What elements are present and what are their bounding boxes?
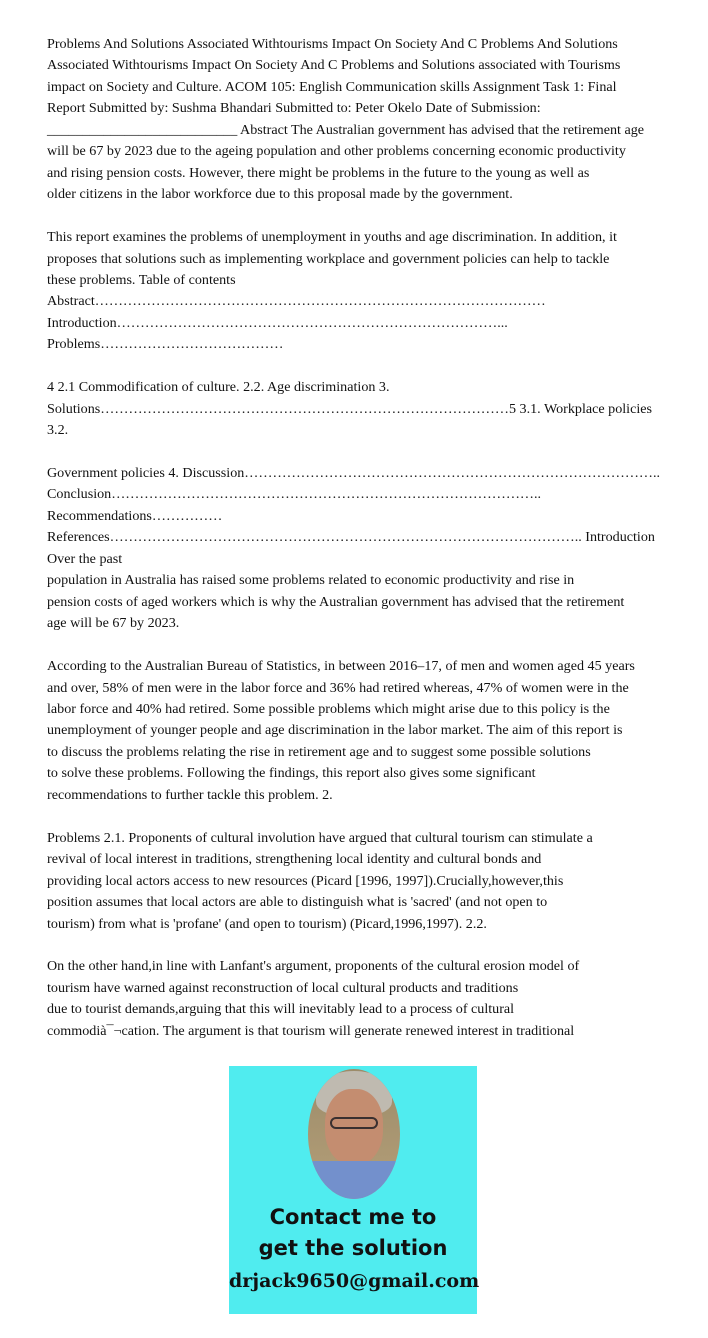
contact-email-link[interactable]: drjack9650@gmail.com bbox=[229, 1270, 480, 1293]
text-line: tourism have warned against reconstruction of local cultural products and traditions bbox=[47, 979, 519, 996]
text-line: Associated Withtourisms Impact On Society And C Problems and Solutions associated with Tourisms bbox=[47, 57, 621, 74]
paragraph-gap bbox=[47, 806, 661, 827]
text-line: older citizens in the labor workforce due to this proposal made by the government. bbox=[47, 186, 513, 203]
text-line: Report Submitted by: Sushma Bhandari Submitted to: Peter Okelo Date of Submission: bbox=[47, 100, 541, 117]
text-line: labor force and 40% had retired. Some possible problems which might arise due to this policy is the bbox=[47, 700, 610, 717]
paragraph-gap bbox=[47, 635, 661, 656]
text-line: commodià¯¬cation. The argument is that tourism will generate renewed interest in traditional bbox=[47, 1022, 575, 1039]
text-line: unemployment of younger people and age discrimination in the labor market. The aim of this report is bbox=[47, 722, 623, 739]
text-line: ___________________________ Abstract The Australian government has advised that the retirement age bbox=[47, 121, 645, 138]
text-line: due to tourist demands,arguing that this will inevitably lead to a process of cultural bbox=[47, 1001, 515, 1018]
paragraph-gap bbox=[47, 935, 661, 956]
advert-headline-line1: Contact me to bbox=[269, 1205, 437, 1230]
text-line: Introduction………………………………………………………………………... Problems………………………………… bbox=[47, 314, 508, 353]
text-line: these problems. Table of contents Abstract…………………………………………………………………………………… bbox=[47, 271, 546, 310]
avatar-photo bbox=[308, 1069, 400, 1199]
text-line: and rising pension costs. However, there might be problems in the future to the young as well as bbox=[47, 164, 590, 181]
glasses-icon bbox=[330, 1117, 378, 1129]
advert-headline-line2: get the solution bbox=[258, 1236, 448, 1261]
text-line: 4 2.1 Commodification of culture. 2.2. Age discrimination 3. bbox=[47, 379, 390, 396]
text-line: impact on Society and Culture. ACOM 105: English Communication skills Assignment Task 1: Final bbox=[47, 78, 617, 95]
paragraph-gap bbox=[47, 356, 661, 377]
text-line: revival of local interest in traditions, strengthening local identity and cultural bonds and bbox=[47, 851, 542, 868]
paragraph-gap bbox=[47, 442, 661, 463]
text-line: Government policies 4. Discussion…………………………………………………………………………….. bbox=[47, 465, 661, 482]
paragraph-gap bbox=[47, 206, 661, 227]
text-line: Solutions……………………………………………………………………………5 3.1. Workplace policies 3.2. bbox=[47, 400, 653, 439]
text-line: population in Australia has raised some problems related to economic productivity and rise in bbox=[47, 572, 575, 589]
text-line: proposes that solutions such as implementing workplace and government policies can help to tackle bbox=[47, 250, 610, 267]
text-line: and over, 58% of men were in the labor force and 36% had retired whereas, 47% of women were in the bbox=[47, 679, 629, 696]
text-line: tourism) from what is 'profane' (and open to tourism) (Picard,1996,1997). 2.2. bbox=[47, 915, 487, 932]
text-line: age will be 67 by 2023. bbox=[47, 615, 180, 632]
text-line: This report examines the problems of unemployment in youths and age discrimination. In addition, it bbox=[47, 229, 617, 246]
text-line: Conclusion……………………………………………………………………………….. Recommendations…………… bbox=[47, 486, 542, 524]
document-body bbox=[47, 0, 661, 1042]
text-line: will be 67 by 2023 due to the ageing population and other problems concerning economic productivity bbox=[47, 143, 626, 160]
text-line: providing local actors access to new resources (Picard [1996, 1997]).Crucially,however,this bbox=[47, 872, 564, 889]
text-line: to discuss the problems relating the rise in retirement age and to suggest some possible solutions bbox=[47, 743, 591, 760]
text-line: According to the Australian Bureau of Statistics, in between 2016–17, of men and women aged 45 years bbox=[47, 658, 635, 675]
text-line: References……………………………………………………………………………………….. Introduction Over the past bbox=[47, 529, 655, 567]
text-line: Problems And Solutions Associated Withtourisms Impact On Society And C Problems And Solutions bbox=[47, 36, 618, 52]
contact-advert-overlay[interactable] bbox=[229, 1066, 480, 1314]
text-line: position assumes that local actors are able to distinguish what is 'sacred' (and not open to bbox=[47, 894, 548, 911]
text-line: On the other hand,in line with Lanfant's argument, proponents of the cultural erosion model of bbox=[47, 958, 580, 975]
text-line: pension costs of aged workers which is why the Australian government has advised that the retirement bbox=[47, 593, 625, 610]
text-line: to solve these problems. Following the findings, this report also gives some significant bbox=[47, 765, 536, 782]
text-line: recommendations to further tackle this problem. 2. bbox=[47, 786, 333, 803]
text-line: Problems 2.1. Proponents of cultural involution have argued that cultural tourism can stimulate a bbox=[47, 829, 593, 846]
